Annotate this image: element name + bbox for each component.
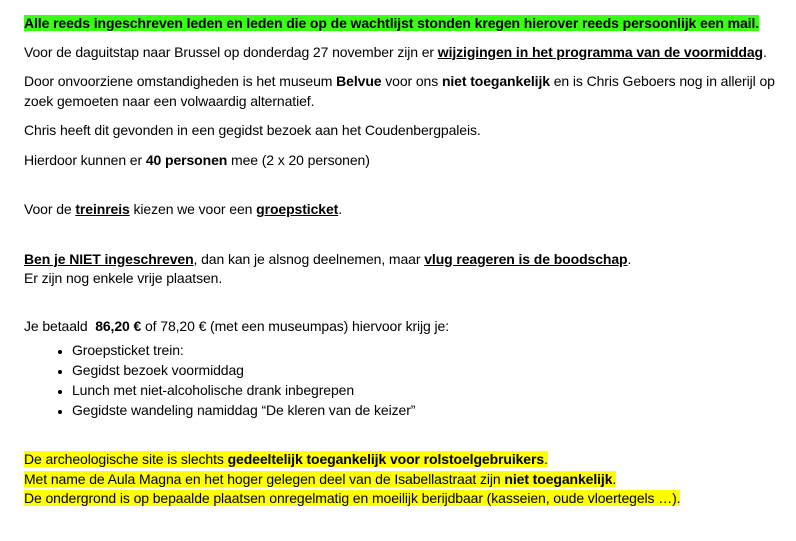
accessibility-line-3: De ondergrond is op bepaalde plaatsen onregelmatig en moeilijk berijdbaar (kasseien, oude vloertegels …).: [24, 490, 681, 506]
registration-paragraph: Ben je NIET ingeschreven, dan kan je alsnog deelnemen, maar vlug reageren is de boodschap.: [24, 250, 632, 267]
changes-emphasis: wijzigingen in het programma van de voormiddag: [437, 43, 764, 60]
list-item: • Groepsticket trein:: [72, 340, 784, 360]
accessibility-line-2: Met name de Aula Magna en het hoger gelegen deel van de Isabellastraat zijn niet toegankelijk.: [24, 470, 617, 487]
changes-paragraph: Voor de daguitstap naar Brussel op donderdag 27 november zijn er wijzigingen in het programma van de voormiddag.: [24, 43, 767, 60]
document-body: [24, 0, 784, 509]
train-trip-text: treinreis: [75, 201, 130, 217]
alternative-paragraph: Chris heeft dit gevonden in een gegidst bezoek aan het Coudenbergpaleis.: [24, 122, 481, 138]
group-ticket-text: groepsticket: [256, 201, 339, 217]
included-list: [24, 340, 784, 420]
price-amount: 86,20 €: [95, 317, 142, 334]
not-registered-text: Ben je NIET ingeschreven: [24, 250, 194, 267]
free-places-line: Er zijn nog enkele vrije plaatsen.: [24, 270, 223, 286]
notice-highlight: Alle reeds ingeschreven leden en leden die op de wachtlijst stonden kregen hierover reeds persoonlijk een mail.: [24, 15, 760, 31]
partial-access-text: gedeeltelijk toegankelijk voor rolstoelgebruikers: [227, 451, 545, 467]
aula-not-accessible-text: niet toegankelijk: [504, 470, 613, 487]
react-quickly-text: vlug reageren is de boodschap: [424, 250, 628, 267]
not-accessible-text: niet toegankelijk: [441, 73, 550, 89]
list-item: • Lunch met niet-alcoholische drank inbegrepen: [72, 380, 784, 400]
notice-paragraph: [24, 14, 784, 34]
transport-paragraph: Voor de treinreis kiezen we voor een groepsticket.: [24, 201, 342, 217]
price-paragraph: Je betaald 86,20 € of 78,20 € (met een museumpas) hiervoor krijg je:: [24, 317, 450, 334]
museum-paragraph: Door onvoorziene omstandigheden is het museum Belvue voor ons niet toegankelijk en is Chris Geboers nog in allerijl op zoek gemoeten naar een volwaardig alternatief.: [24, 73, 775, 109]
museum-name: Belvue: [336, 73, 382, 89]
capacity-paragraph: Hierdoor kunnen er 40 personen mee (2 x 20 personen): [24, 151, 370, 168]
accessibility-line-1: De archeologische site is slechts gedeeltelijk toegankelijk voor rolstoelgebruikers.: [24, 451, 548, 467]
list-item: • Gegidst bezoek voormiddag: [72, 360, 784, 380]
capacity-count: 40 personen: [145, 151, 228, 168]
list-item: • Gegidste wandeling namiddag “De kleren van de keizer”: [72, 400, 784, 420]
